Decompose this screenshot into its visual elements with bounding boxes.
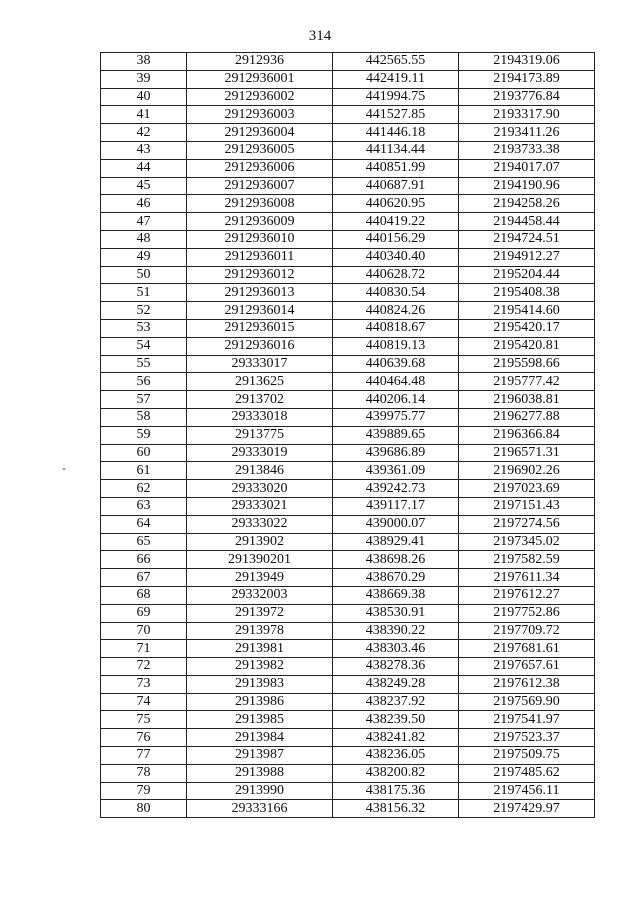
table-row <box>101 497 595 515</box>
y-coordinate-cell: 2197681.61 <box>459 640 595 658</box>
row-number-cell: 66 <box>101 551 187 569</box>
x-coordinate-cell: 438278.36 <box>333 658 459 676</box>
table-row <box>101 729 595 747</box>
point-id-cell: 2913982 <box>187 658 333 676</box>
point-id-cell: 291390201 <box>187 551 333 569</box>
y-coordinate-cell: 2197709.72 <box>459 622 595 640</box>
y-coordinate-cell: 2197569.90 <box>459 693 595 711</box>
table-row <box>101 319 595 337</box>
row-number-cell: 69 <box>101 604 187 622</box>
y-coordinate-cell: 2197657.61 <box>459 658 595 676</box>
y-coordinate-cell: 2196366.84 <box>459 426 595 444</box>
x-coordinate-cell: 440419.22 <box>333 213 459 231</box>
y-coordinate-cell: 2194190.96 <box>459 177 595 195</box>
table-row <box>101 106 595 124</box>
point-id-cell: 29333020 <box>187 480 333 498</box>
point-id-cell: 29333021 <box>187 497 333 515</box>
table-row <box>101 88 595 106</box>
table-row <box>101 248 595 266</box>
point-id-cell: 2913985 <box>187 711 333 729</box>
x-coordinate-cell: 438303.46 <box>333 640 459 658</box>
x-coordinate-cell: 440464.48 <box>333 373 459 391</box>
table-row <box>101 355 595 373</box>
table-row <box>101 764 595 782</box>
y-coordinate-cell: 2197509.75 <box>459 747 595 765</box>
x-coordinate-cell: 440819.13 <box>333 337 459 355</box>
row-number-cell: 76 <box>101 729 187 747</box>
point-id-cell: 29333166 <box>187 800 333 818</box>
x-coordinate-cell: 440620.95 <box>333 195 459 213</box>
x-coordinate-cell: 440851.99 <box>333 159 459 177</box>
y-coordinate-cell: 2196277.88 <box>459 408 595 426</box>
row-number-cell: 64 <box>101 515 187 533</box>
row-number-cell: 71 <box>101 640 187 658</box>
point-id-cell: 29333019 <box>187 444 333 462</box>
x-coordinate-cell: 438249.28 <box>333 675 459 693</box>
x-coordinate-cell: 438200.82 <box>333 764 459 782</box>
row-number-cell: 51 <box>101 284 187 302</box>
y-coordinate-cell: 2195408.38 <box>459 284 595 302</box>
table-row <box>101 622 595 640</box>
y-coordinate-cell: 2197345.02 <box>459 533 595 551</box>
y-coordinate-cell: 2195420.81 <box>459 337 595 355</box>
row-number-cell: 41 <box>101 106 187 124</box>
x-coordinate-cell: 439361.09 <box>333 462 459 480</box>
point-id-cell: 2912936004 <box>187 124 333 142</box>
table-row <box>101 159 595 177</box>
y-coordinate-cell: 2195598.66 <box>459 355 595 373</box>
table-row <box>101 640 595 658</box>
point-id-cell: 2912936008 <box>187 195 333 213</box>
table-row <box>101 480 595 498</box>
point-id-cell: 2913949 <box>187 569 333 587</box>
table-row <box>101 462 595 480</box>
point-id-cell: 2913983 <box>187 675 333 693</box>
row-number-cell: 45 <box>101 177 187 195</box>
x-coordinate-cell: 439117.17 <box>333 497 459 515</box>
row-number-cell: 49 <box>101 248 187 266</box>
point-id-cell: 2912936011 <box>187 248 333 266</box>
row-number-cell: 48 <box>101 230 187 248</box>
row-number-cell: 72 <box>101 658 187 676</box>
x-coordinate-cell: 438156.32 <box>333 800 459 818</box>
row-number-cell: 61 <box>101 462 187 480</box>
point-id-cell: 2913702 <box>187 391 333 409</box>
row-number-cell: 46 <box>101 195 187 213</box>
y-coordinate-cell: 2194017.07 <box>459 159 595 177</box>
y-coordinate-cell: 2197023.69 <box>459 480 595 498</box>
row-number-cell: 55 <box>101 355 187 373</box>
y-coordinate-cell: 2197274.56 <box>459 515 595 533</box>
x-coordinate-cell: 440824.26 <box>333 302 459 320</box>
x-coordinate-cell: 442565.55 <box>333 53 459 71</box>
row-number-cell: 62 <box>101 480 187 498</box>
coordinates-table-body <box>101 53 595 818</box>
table-row <box>101 337 595 355</box>
point-id-cell: 2913775 <box>187 426 333 444</box>
table-row <box>101 604 595 622</box>
row-number-cell: 70 <box>101 622 187 640</box>
table-row <box>101 782 595 800</box>
x-coordinate-cell: 441134.44 <box>333 141 459 159</box>
table-row <box>101 266 595 284</box>
row-number-cell: 68 <box>101 586 187 604</box>
x-coordinate-cell: 438237.92 <box>333 693 459 711</box>
point-id-cell: 2912936005 <box>187 141 333 159</box>
y-coordinate-cell: 2195414.60 <box>459 302 595 320</box>
row-number-cell: 75 <box>101 711 187 729</box>
row-number-cell: 80 <box>101 800 187 818</box>
row-number-cell: 38 <box>101 53 187 71</box>
table-row <box>101 693 595 711</box>
y-coordinate-cell: 2197611.34 <box>459 569 595 587</box>
x-coordinate-cell: 440639.68 <box>333 355 459 373</box>
row-number-cell: 65 <box>101 533 187 551</box>
y-coordinate-cell: 2194724.51 <box>459 230 595 248</box>
table-row <box>101 302 595 320</box>
y-coordinate-cell: 2197151.43 <box>459 497 595 515</box>
point-id-cell: 29333018 <box>187 408 333 426</box>
point-id-cell: 2913987 <box>187 747 333 765</box>
table-row <box>101 747 595 765</box>
table-row <box>101 444 595 462</box>
point-id-cell: 2912936003 <box>187 106 333 124</box>
x-coordinate-cell: 440687.91 <box>333 177 459 195</box>
x-coordinate-cell: 440628.72 <box>333 266 459 284</box>
x-coordinate-cell: 438175.36 <box>333 782 459 800</box>
x-coordinate-cell: 440830.54 <box>333 284 459 302</box>
table-row <box>101 213 595 231</box>
table-row <box>101 124 595 142</box>
point-id-cell: 2913990 <box>187 782 333 800</box>
point-id-cell: 2913625 <box>187 373 333 391</box>
row-number-cell: 39 <box>101 70 187 88</box>
x-coordinate-cell: 438390.22 <box>333 622 459 640</box>
x-coordinate-cell: 441994.75 <box>333 88 459 106</box>
point-id-cell: 2912936013 <box>187 284 333 302</box>
row-number-cell: 79 <box>101 782 187 800</box>
table-row <box>101 569 595 587</box>
table-row <box>101 426 595 444</box>
point-id-cell: 2912936012 <box>187 266 333 284</box>
point-id-cell: 2912936007 <box>187 177 333 195</box>
row-number-cell: 63 <box>101 497 187 515</box>
point-id-cell: 2912936016 <box>187 337 333 355</box>
x-coordinate-cell: 438698.26 <box>333 551 459 569</box>
table-row <box>101 177 595 195</box>
point-id-cell: 2913986 <box>187 693 333 711</box>
point-id-cell: 2913972 <box>187 604 333 622</box>
y-coordinate-cell: 2197456.11 <box>459 782 595 800</box>
point-id-cell: 2912936 <box>187 53 333 71</box>
table-row <box>101 675 595 693</box>
row-number-cell: 74 <box>101 693 187 711</box>
row-number-cell: 77 <box>101 747 187 765</box>
y-coordinate-cell: 2193411.26 <box>459 124 595 142</box>
x-coordinate-cell: 439242.73 <box>333 480 459 498</box>
row-number-cell: 40 <box>101 88 187 106</box>
y-coordinate-cell: 2193733.38 <box>459 141 595 159</box>
x-coordinate-cell: 438530.91 <box>333 604 459 622</box>
row-number-cell: 57 <box>101 391 187 409</box>
x-coordinate-cell: 440206.14 <box>333 391 459 409</box>
row-number-cell: 54 <box>101 337 187 355</box>
y-coordinate-cell: 2195777.42 <box>459 373 595 391</box>
y-coordinate-cell: 2197612.38 <box>459 675 595 693</box>
table-row <box>101 195 595 213</box>
table-row <box>101 711 595 729</box>
point-id-cell: 29333017 <box>187 355 333 373</box>
stray-mark: - <box>62 461 66 475</box>
y-coordinate-cell: 2193317.90 <box>459 106 595 124</box>
y-coordinate-cell: 2196902.26 <box>459 462 595 480</box>
table-row <box>101 373 595 391</box>
table-row <box>101 658 595 676</box>
row-number-cell: 58 <box>101 408 187 426</box>
row-number-cell: 44 <box>101 159 187 177</box>
point-id-cell: 2913988 <box>187 764 333 782</box>
table-row <box>101 515 595 533</box>
row-number-cell: 53 <box>101 319 187 337</box>
y-coordinate-cell: 2194458.44 <box>459 213 595 231</box>
y-coordinate-cell: 2196571.31 <box>459 444 595 462</box>
row-number-cell: 67 <box>101 569 187 587</box>
row-number-cell: 52 <box>101 302 187 320</box>
y-coordinate-cell: 2194912.27 <box>459 248 595 266</box>
point-id-cell: 2912936002 <box>187 88 333 106</box>
point-id-cell: 2913984 <box>187 729 333 747</box>
table-row <box>101 141 595 159</box>
point-id-cell: 29332003 <box>187 586 333 604</box>
y-coordinate-cell: 2194258.26 <box>459 195 595 213</box>
table-row <box>101 391 595 409</box>
y-coordinate-cell: 2197612.27 <box>459 586 595 604</box>
row-number-cell: 73 <box>101 675 187 693</box>
y-coordinate-cell: 2194319.06 <box>459 53 595 71</box>
x-coordinate-cell: 440156.29 <box>333 230 459 248</box>
table-row <box>101 533 595 551</box>
x-coordinate-cell: 439889.65 <box>333 426 459 444</box>
y-coordinate-cell: 2193776.84 <box>459 88 595 106</box>
table-row <box>101 70 595 88</box>
table-row <box>101 230 595 248</box>
y-coordinate-cell: 2197541.97 <box>459 711 595 729</box>
row-number-cell: 47 <box>101 213 187 231</box>
point-id-cell: 2912936015 <box>187 319 333 337</box>
x-coordinate-cell: 439000.07 <box>333 515 459 533</box>
x-coordinate-cell: 438669.38 <box>333 586 459 604</box>
table-row <box>101 53 595 71</box>
y-coordinate-cell: 2197523.37 <box>459 729 595 747</box>
x-coordinate-cell: 441446.18 <box>333 124 459 142</box>
row-number-cell: 56 <box>101 373 187 391</box>
y-coordinate-cell: 2194173.89 <box>459 70 595 88</box>
y-coordinate-cell: 2195204.44 <box>459 266 595 284</box>
x-coordinate-cell: 438929.41 <box>333 533 459 551</box>
point-id-cell: 2913902 <box>187 533 333 551</box>
page-number: 314 <box>308 28 332 44</box>
x-coordinate-cell: 438670.29 <box>333 569 459 587</box>
table-row <box>101 551 595 569</box>
point-id-cell: 2913981 <box>187 640 333 658</box>
y-coordinate-cell: 2197752.86 <box>459 604 595 622</box>
point-id-cell: 2913978 <box>187 622 333 640</box>
point-id-cell: 2913846 <box>187 462 333 480</box>
x-coordinate-cell: 438236.05 <box>333 747 459 765</box>
x-coordinate-cell: 441527.85 <box>333 106 459 124</box>
x-coordinate-cell: 442419.11 <box>333 70 459 88</box>
x-coordinate-cell: 438241.82 <box>333 729 459 747</box>
x-coordinate-cell: 439975.77 <box>333 408 459 426</box>
point-id-cell: 2912936009 <box>187 213 333 231</box>
point-id-cell: 2912936006 <box>187 159 333 177</box>
y-coordinate-cell: 2196038.81 <box>459 391 595 409</box>
x-coordinate-cell: 440818.67 <box>333 319 459 337</box>
y-coordinate-cell: 2197582.59 <box>459 551 595 569</box>
row-number-cell: 78 <box>101 764 187 782</box>
table-row <box>101 586 595 604</box>
x-coordinate-cell: 438239.50 <box>333 711 459 729</box>
row-number-cell: 42 <box>101 124 187 142</box>
y-coordinate-cell: 2195420.17 <box>459 319 595 337</box>
row-number-cell: 60 <box>101 444 187 462</box>
y-coordinate-cell: 2197429.97 <box>459 800 595 818</box>
row-number-cell: 50 <box>101 266 187 284</box>
point-id-cell: 2912936014 <box>187 302 333 320</box>
point-id-cell: 29333022 <box>187 515 333 533</box>
row-number-cell: 43 <box>101 141 187 159</box>
x-coordinate-cell: 440340.40 <box>333 248 459 266</box>
table-row <box>101 408 595 426</box>
table-row <box>101 284 595 302</box>
table-row <box>101 800 595 818</box>
coordinates-table <box>100 52 595 818</box>
y-coordinate-cell: 2197485.62 <box>459 764 595 782</box>
row-number-cell: 59 <box>101 426 187 444</box>
point-id-cell: 2912936010 <box>187 230 333 248</box>
x-coordinate-cell: 439686.89 <box>333 444 459 462</box>
point-id-cell: 2912936001 <box>187 70 333 88</box>
